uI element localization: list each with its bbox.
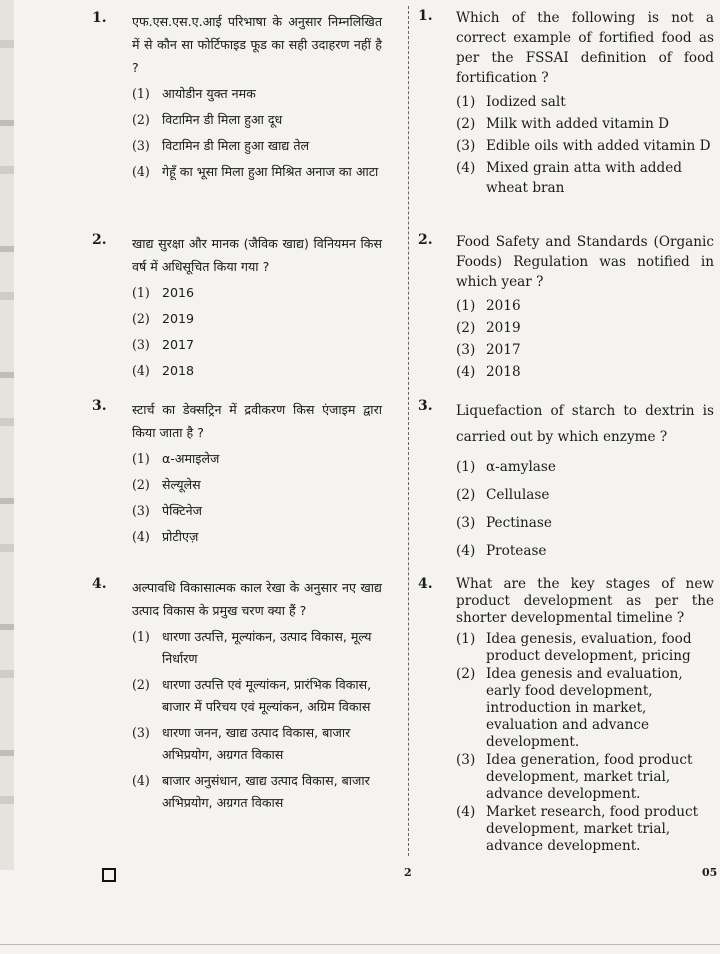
- option-3: (3) पेक्टिनेज: [132, 503, 202, 518]
- option-3: (3) Edible oils with added vitamin D: [456, 138, 711, 154]
- option-4: (4) प्रोटीएज़: [132, 529, 199, 544]
- question-stem: Food Safety and Standards (Organic Foods) Regulation was notified in which year ?: [456, 234, 714, 290]
- option-4: (4) 2018: [456, 364, 521, 380]
- registration-mark-icon: [102, 868, 116, 882]
- option-4: (4) Protease: [456, 543, 547, 559]
- bottom-rule: [0, 944, 720, 945]
- scan-edge-strip: [0, 0, 14, 870]
- option-2: (2) Milk with added vitamin D: [456, 116, 670, 132]
- question-stem: खाद्य सुरक्षा और मानक (जैविक खाद्य) विनियमन किस वर्ष में अधिसूचित किया गया ?: [132, 236, 382, 274]
- page-number: 2: [404, 866, 412, 879]
- question-stem: What are the key stages of new product development as per the shorter developmental timeline ?: [456, 576, 714, 626]
- question-number: 4.: [418, 576, 433, 592]
- question-stem: Liquefaction of starch to dextrin is carried out by which enzyme ?: [456, 403, 714, 445]
- option-3: (3) विटामिन डी मिला हुआ खाद्य तेल: [132, 138, 310, 153]
- option-3: (3) Idea generation, food product development, market trial, advance development.: [456, 752, 693, 802]
- option-1: (1) α-अमाइलेज: [132, 451, 220, 466]
- option-2: (2) विटामिन डी मिला हुआ दूध: [132, 112, 283, 127]
- question-number: 1.: [92, 10, 107, 26]
- option-1: (1) α-amylase: [456, 459, 556, 475]
- option-list: [132, 626, 382, 814]
- option-1: (1) 2016: [456, 298, 521, 314]
- option-2: (2) 2019: [132, 311, 195, 326]
- option-3: (3) 2017: [456, 342, 521, 358]
- option-1: (1) धारणा उत्पत्ति, मूल्यांकन, उत्पाद विकास, मूल्य निर्धारण: [132, 629, 372, 666]
- question-number: 4.: [92, 576, 107, 592]
- question-number: 1.: [418, 8, 433, 24]
- option-1: (1) Iodized salt: [456, 94, 566, 110]
- booklet-code: 05: [702, 866, 718, 879]
- option-3: (3) धारणा जनन, खाद्य उत्पाद विकास, बाजार अभिप्रयोग, अग्रगत विकास: [132, 725, 351, 762]
- option-list: [132, 448, 382, 548]
- option-list: [456, 92, 714, 198]
- option-list: [132, 282, 382, 382]
- option-4: (4) गेहूँ का भूसा मिला हुआ मिश्रित अनाज का आटा: [132, 164, 379, 179]
- option-4: (4) Mixed grain atta with added wheat bran: [456, 160, 682, 196]
- option-2: (2) 2019: [456, 320, 521, 336]
- option-2: (2) Idea genesis and evaluation, early food development, introduction in market, evaluation and advance development.: [456, 666, 683, 750]
- option-list: [456, 296, 714, 382]
- option-3: (3) 2017: [132, 337, 195, 352]
- option-4: (4) Market research, food product development, market trial, advance development.: [456, 804, 699, 854]
- question-number: 2.: [92, 232, 107, 248]
- option-4: (4) 2018: [132, 363, 195, 378]
- option-2: (2) Cellulase: [456, 487, 550, 503]
- question-stem: अल्पावधि विकासात्मक काल रेखा के अनुसार नए खाद्य उत्पाद विकास के प्रमुख चरण क्या हैं ?: [132, 580, 382, 618]
- option-1: (1) आयोडीन युक्त नमक: [132, 86, 256, 101]
- question-stem: एफ.एस.एस.ए.आई परिभाषा के अनुसार निम्नलिखित में से कौन सा फोर्टिफाइड फूड का सही उदाहरण नहीं है ?: [132, 14, 382, 75]
- option-list: [456, 454, 714, 564]
- question-stem: स्टार्च का डेक्सट्रिन में द्रवीकरण किस एंजाइम द्वारा किया जाता है ?: [132, 402, 382, 440]
- option-3: (3) Pectinase: [456, 515, 552, 531]
- question-number: 3.: [418, 398, 433, 414]
- option-1: (1) 2016: [132, 285, 195, 300]
- option-list: [132, 83, 382, 183]
- option-4: (4) बाजार अनुसंधान, खाद्य उत्पाद विकास, बाजार अभिप्रयोग, अग्रगत विकास: [132, 773, 370, 810]
- column-divider: [408, 6, 409, 856]
- question-number: 3.: [92, 398, 107, 414]
- option-2: (2) सेल्यूलेस: [132, 477, 201, 492]
- question-stem: Which of the following is not a correct example of fortified food as per the FSSAI definition of food fortification ?: [456, 10, 714, 86]
- option-2: (2) धारणा उत्पत्ति एवं मूल्यांकन, प्रारंभिक विकास, बाजार में परिचय एवं मूल्यांकन, अग्रिम विकास: [132, 677, 372, 714]
- option-1: (1) Idea genesis, evaluation, food product development, pricing: [456, 631, 692, 664]
- question-number: 2.: [418, 232, 433, 248]
- option-list: [456, 631, 714, 855]
